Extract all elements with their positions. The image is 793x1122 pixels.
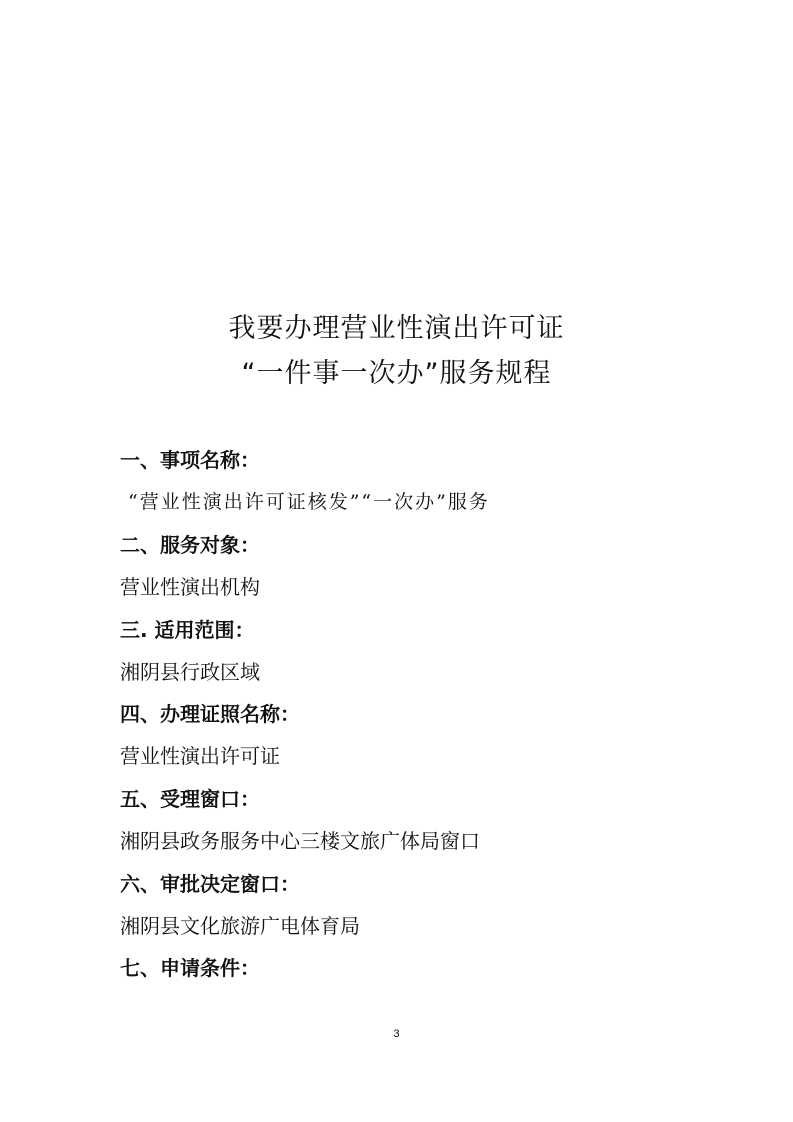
section-heading-approval-window: 六、审批决定窗口： xyxy=(120,872,300,896)
document-title-line-1: 我要办理营业性演出许可证 xyxy=(228,313,565,344)
section-heading-acceptance-window: 五、受理窗口： xyxy=(120,787,260,811)
section-heading-scope: 三. 适用范围： xyxy=(120,618,255,642)
section-content-item-name: “营业性演出许可证核发”“一次办”服务 xyxy=(128,491,490,513)
section-heading-item-name: 一、事项名称： xyxy=(120,448,260,472)
section-heading-conditions: 七、申请条件： xyxy=(120,956,260,980)
section-heading-service-target: 二、服务对象： xyxy=(120,533,260,557)
section-content-service-target: 营业性演出机构 xyxy=(120,575,260,599)
section-content-approval-window: 湘阴县文化旅游广电体育局 xyxy=(120,914,360,938)
section-heading-license-name: 四、办理证照名称： xyxy=(120,702,300,726)
document-title-line-2: “一件事一次办”服务规程 xyxy=(241,358,552,389)
section-content-license-name: 营业性演出许可证 xyxy=(120,744,280,768)
section-content-scope: 湘阴县行政区域 xyxy=(120,660,260,684)
section-content-acceptance-window: 湘阴县政务服务中心三楼文旅广体局窗口 xyxy=(120,829,480,853)
page-number: 3 xyxy=(393,1028,400,1040)
